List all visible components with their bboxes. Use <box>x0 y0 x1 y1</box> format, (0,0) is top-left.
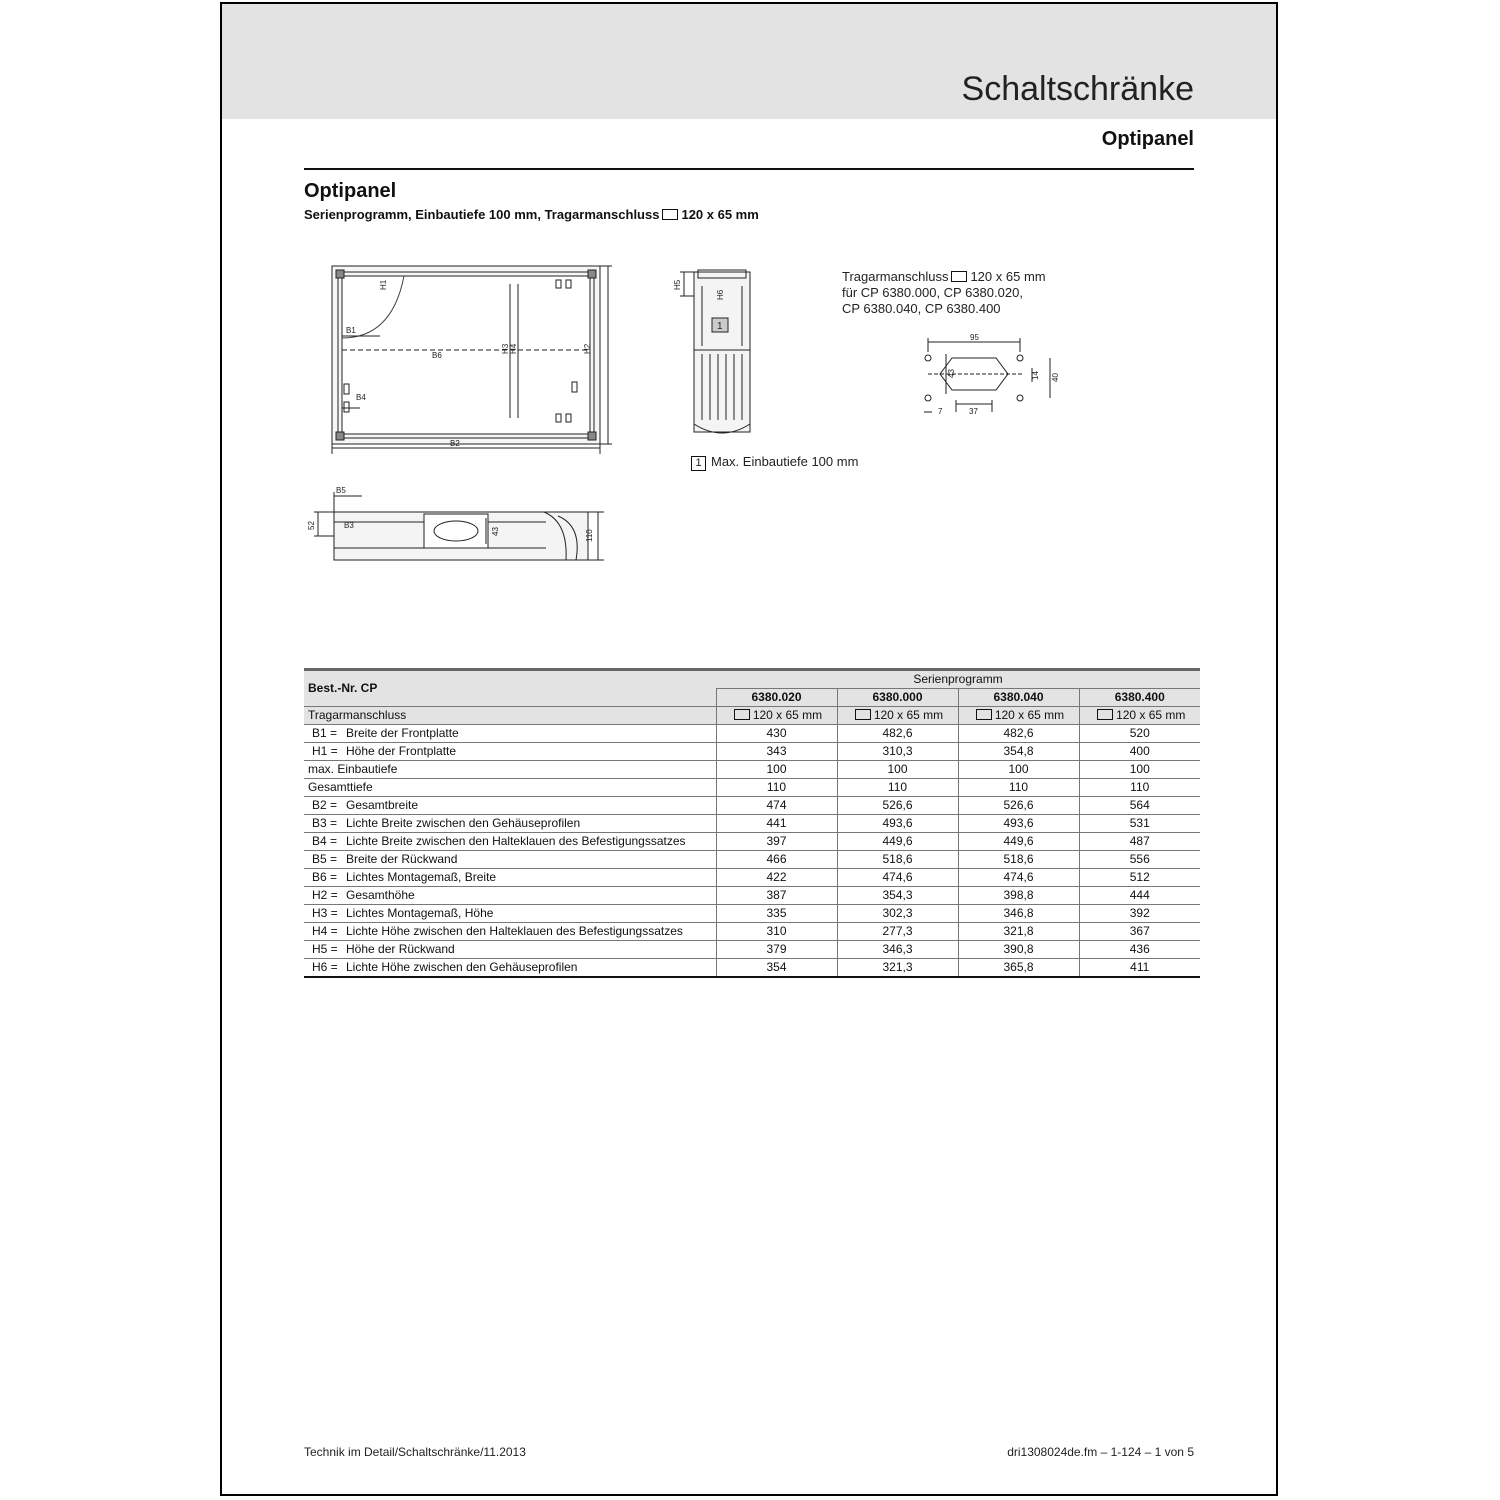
label-b6: B6 <box>432 351 442 360</box>
value-cell <box>1079 887 1200 905</box>
mount-note-line2: für CP 6380.000, CP 6380.020, <box>842 285 1023 300</box>
value-cell <box>958 797 1079 815</box>
table-corner-label: Best.-Nr. CP <box>304 670 716 707</box>
row-label: Lichte Höhe zwischen den Gehäuseprofilen <box>346 960 578 974</box>
row-symbol: H1 = <box>312 744 338 758</box>
value-cell <box>716 833 837 851</box>
section-subtitle-text: Serienprogramm, Einbautiefe 100 mm, Tragarmanschluss <box>304 207 660 222</box>
mount-note-line1: Tragarmanschluss <box>842 269 949 284</box>
section-title: Optipanel <box>304 180 397 202</box>
value-cell <box>716 707 837 725</box>
value-text: 520 <box>1129 726 1150 740</box>
section-subtitle-size: 120 x 65 mm <box>681 207 759 222</box>
column-header: 6380.400 <box>1079 689 1200 707</box>
value-cell <box>837 887 958 905</box>
row-label: max. Einbautiefe <box>308 762 398 776</box>
value-text: 493,6 <box>882 816 913 830</box>
row-label-cell <box>304 779 716 797</box>
value-text: 392 <box>1129 906 1150 920</box>
mount-detail-drawing <box>910 330 1060 420</box>
rectangle-profile-icon <box>1097 709 1113 720</box>
value-text: 474,6 <box>882 870 913 884</box>
value-text: 564 <box>1129 798 1150 812</box>
value-text: 100 <box>1129 762 1150 776</box>
row-symbol: H2 = <box>312 888 338 902</box>
value-cell <box>1079 923 1200 941</box>
table-row <box>304 833 1200 851</box>
table-row <box>304 923 1200 941</box>
rectangle-profile-icon <box>951 271 967 282</box>
front-view-drawing <box>322 258 612 458</box>
value-text: 277,3 <box>882 924 913 938</box>
column-header: 6380.020 <box>716 689 837 707</box>
row-label-cell <box>304 743 716 761</box>
value-text: 482,6 <box>882 726 913 740</box>
row-label-cell <box>304 923 716 941</box>
row-symbol: H6 = <box>312 960 338 974</box>
value-cell <box>958 815 1079 833</box>
value-text: 482,6 <box>1003 726 1034 740</box>
row-label: Tragarmanschluss <box>308 708 407 722</box>
label-b4: B4 <box>356 393 366 402</box>
value-cell <box>837 833 958 851</box>
value-text: 346,3 <box>882 942 913 956</box>
value-cell <box>716 851 837 869</box>
value-text: 120 x 65 mm <box>994 708 1065 722</box>
label-h1: H1 <box>379 279 388 290</box>
section-subtitle <box>304 207 759 222</box>
side-marker-1: 1 <box>717 321 723 332</box>
value-cell <box>958 851 1079 869</box>
table-row <box>304 941 1200 959</box>
row-label: Lichtes Montagemaß, Höhe <box>346 906 494 920</box>
value-text: 110 <box>766 780 787 794</box>
value-cell <box>1079 815 1200 833</box>
value-text: 100 <box>766 762 787 776</box>
label-14: 14 <box>1031 371 1040 380</box>
value-cell <box>716 815 837 833</box>
row-symbol: B1 = <box>312 726 338 740</box>
value-text: 400 <box>1129 744 1150 758</box>
value-text: 379 <box>766 942 787 956</box>
value-text: 466 <box>766 852 787 866</box>
value-text: 422 <box>766 870 787 884</box>
value-cell <box>958 761 1079 779</box>
label-b5: B5 <box>336 486 346 495</box>
rectangle-profile-icon <box>855 709 871 720</box>
side-view-drawing <box>668 266 758 440</box>
row-symbol: B6 = <box>312 870 338 884</box>
row-label-cell <box>304 905 716 923</box>
value-cell <box>837 941 958 959</box>
value-text: 120 x 65 mm <box>1116 708 1186 722</box>
rectangle-profile-icon <box>662 209 678 220</box>
value-text: 354,8 <box>1003 744 1034 758</box>
value-cell <box>716 923 837 941</box>
value-text: 354,3 <box>882 888 913 902</box>
footer-right: dri1308024de.fm – 1-124 – 1 von 5 <box>1007 1445 1194 1459</box>
row-label: Lichte Breite zwischen den Gehäuseprofilen <box>346 816 581 830</box>
table-row <box>304 779 1200 797</box>
value-cell <box>1079 869 1200 887</box>
value-text: 526,6 <box>1003 798 1034 812</box>
label-7: 7 <box>938 407 943 416</box>
value-cell <box>716 905 837 923</box>
row-label: Gesamttiefe <box>308 780 373 794</box>
table-row <box>304 905 1200 923</box>
table-row <box>304 869 1200 887</box>
table-row <box>304 761 1200 779</box>
label-h4: H4 <box>509 343 518 354</box>
value-cell <box>716 797 837 815</box>
row-label: Höhe der Frontplatte <box>346 744 457 758</box>
value-cell <box>958 833 1079 851</box>
rectangle-profile-icon <box>976 709 992 720</box>
label-110: 110 <box>585 529 594 542</box>
value-cell <box>958 869 1079 887</box>
row-label-cell <box>304 869 716 887</box>
label-37: 37 <box>969 407 978 416</box>
value-cell <box>837 743 958 761</box>
top-view-drawing <box>306 482 606 572</box>
table-row <box>304 725 1200 743</box>
value-text: 310,3 <box>882 744 913 758</box>
value-cell <box>958 923 1079 941</box>
label-43-top: 43 <box>491 527 500 536</box>
value-text: 441 <box>766 816 787 830</box>
value-text: 518,6 <box>1003 852 1034 866</box>
value-cell <box>837 761 958 779</box>
value-cell <box>958 887 1079 905</box>
value-cell <box>837 725 958 743</box>
value-text: 436 <box>1129 942 1150 956</box>
row-label: Lichtes Montagemaß, Breite <box>346 870 497 884</box>
value-cell <box>958 743 1079 761</box>
row-label: Lichte Höhe zwischen den Halteklauen des Befestigungssatzes <box>346 924 683 938</box>
value-text: 474,6 <box>1003 870 1034 884</box>
value-text: 531 <box>1129 816 1150 830</box>
value-text: 321,8 <box>1003 924 1034 938</box>
label-b2: B2 <box>450 439 460 448</box>
table-row <box>304 707 1200 725</box>
row-symbol: B2 = <box>312 798 338 812</box>
value-cell <box>958 959 1079 978</box>
row-label-cell <box>304 761 716 779</box>
row-label: Höhe der Rückwand <box>346 942 455 956</box>
value-cell <box>837 905 958 923</box>
rectangle-profile-icon <box>734 709 750 720</box>
row-label-cell <box>304 833 716 851</box>
legend-text: Max. Einbautiefe 100 mm <box>711 454 859 469</box>
label-b3: B3 <box>344 521 354 530</box>
row-symbol: B5 = <box>312 852 338 866</box>
value-cell <box>716 869 837 887</box>
value-text: 321,3 <box>882 960 913 974</box>
value-text: 387 <box>766 888 787 902</box>
legend <box>691 454 858 471</box>
value-text: 343 <box>766 744 787 758</box>
value-cell <box>1079 905 1200 923</box>
row-label: Lichte Breite zwischen den Halteklauen des Befestigungssatzes <box>346 834 686 848</box>
row-symbol: H4 = <box>312 924 338 938</box>
value-text: 110 <box>1130 780 1150 794</box>
value-text: 474 <box>766 798 787 812</box>
value-text: 518,6 <box>882 852 913 866</box>
value-text: 110 <box>887 780 908 794</box>
label-h3: H3 <box>501 343 510 354</box>
label-h2: H2 <box>583 343 592 354</box>
footer-left: Technik im Detail/Schaltschränke/11.2013 <box>304 1445 526 1459</box>
value-text: 310 <box>766 924 787 938</box>
value-cell <box>716 779 837 797</box>
table-row <box>304 815 1200 833</box>
value-text: 556 <box>1129 852 1150 866</box>
row-label: Gesamthöhe <box>346 888 415 902</box>
page-title: Schaltschränke <box>961 70 1194 108</box>
row-label-cell <box>304 725 716 743</box>
value-cell <box>837 923 958 941</box>
label-52: 52 <box>307 521 316 530</box>
value-cell <box>837 815 958 833</box>
mount-note <box>842 269 1046 317</box>
label-h6: H6 <box>716 289 725 300</box>
value-cell <box>837 869 958 887</box>
value-cell <box>1079 725 1200 743</box>
table-header-row <box>304 670 1200 689</box>
value-text: 120 x 65 mm <box>873 708 944 722</box>
row-label: Gesamtbreite <box>346 798 419 812</box>
value-cell <box>958 725 1079 743</box>
table-row <box>304 797 1200 815</box>
value-cell <box>1079 797 1200 815</box>
value-text: 354 <box>766 960 787 974</box>
mount-note-line3: CP 6380.040, CP 6380.400 <box>842 301 1001 316</box>
document-page <box>220 2 1278 1496</box>
value-text: 449,6 <box>882 834 913 848</box>
value-text: 100 <box>887 762 908 776</box>
row-symbol: H3 = <box>312 906 338 920</box>
value-cell <box>958 707 1079 725</box>
value-cell <box>716 761 837 779</box>
column-header: 6380.040 <box>958 689 1079 707</box>
row-label-cell <box>304 887 716 905</box>
value-text: 411 <box>1130 960 1150 974</box>
label-b1: B1 <box>346 326 356 335</box>
value-cell <box>837 707 958 725</box>
row-symbol: H5 = <box>312 942 338 956</box>
value-text: 390,8 <box>1003 942 1034 956</box>
label-95: 95 <box>970 333 979 342</box>
value-text: 346,8 <box>1003 906 1034 920</box>
value-text: 110 <box>1008 780 1029 794</box>
value-cell <box>1079 941 1200 959</box>
value-text: 512 <box>1129 870 1150 884</box>
value-text: 302,3 <box>882 906 913 920</box>
value-cell <box>837 959 958 978</box>
value-text: 430 <box>766 726 787 740</box>
value-text: 100 <box>1008 762 1029 776</box>
value-cell <box>1079 761 1200 779</box>
value-cell <box>1079 851 1200 869</box>
row-label-cell <box>304 941 716 959</box>
value-cell <box>716 941 837 959</box>
value-cell <box>1079 959 1200 978</box>
table-row <box>304 887 1200 905</box>
header-divider <box>304 168 1194 170</box>
value-cell <box>837 851 958 869</box>
table-row <box>304 743 1200 761</box>
value-cell <box>716 743 837 761</box>
column-header: 6380.000 <box>837 689 958 707</box>
value-text: 335 <box>766 906 787 920</box>
value-text: 367 <box>1129 924 1150 938</box>
value-cell <box>716 725 837 743</box>
mount-note-size: 120 x 65 mm <box>970 269 1046 284</box>
value-text: 397 <box>766 834 787 848</box>
value-cell <box>837 797 958 815</box>
value-cell <box>1079 779 1200 797</box>
value-cell <box>716 959 837 978</box>
value-text: 493,6 <box>1003 816 1034 830</box>
label-h5: H5 <box>673 279 682 290</box>
row-label-cell <box>304 815 716 833</box>
value-text: 120 x 65 mm <box>752 708 823 722</box>
value-cell <box>837 779 958 797</box>
row-label: Breite der Rückwand <box>346 852 458 866</box>
label-43: 43 <box>947 369 956 378</box>
row-label-cell <box>304 707 716 725</box>
row-label: Breite der Frontplatte <box>346 726 459 740</box>
row-symbol: B4 = <box>312 834 338 848</box>
value-text: 487 <box>1129 834 1150 848</box>
table-row <box>304 959 1200 978</box>
value-text: 398,8 <box>1003 888 1034 902</box>
value-text: 449,6 <box>1003 834 1034 848</box>
value-cell <box>716 887 837 905</box>
table-row <box>304 851 1200 869</box>
legend-marker: 1 <box>691 456 706 471</box>
row-label-cell <box>304 959 716 978</box>
value-cell <box>1079 707 1200 725</box>
value-text: 526,6 <box>882 798 913 812</box>
value-cell <box>958 905 1079 923</box>
value-cell <box>1079 833 1200 851</box>
value-cell <box>958 941 1079 959</box>
table-group-label: Serienprogramm <box>716 670 1200 689</box>
label-40: 40 <box>1051 373 1060 382</box>
value-text: 444 <box>1129 888 1150 902</box>
row-label-cell <box>304 797 716 815</box>
spec-table <box>304 668 1200 978</box>
row-symbol: B3 = <box>312 816 338 830</box>
value-cell <box>958 779 1079 797</box>
page-subtitle: Optipanel <box>1101 128 1194 150</box>
value-cell <box>1079 743 1200 761</box>
row-label-cell <box>304 851 716 869</box>
value-text: 365,8 <box>1003 960 1034 974</box>
